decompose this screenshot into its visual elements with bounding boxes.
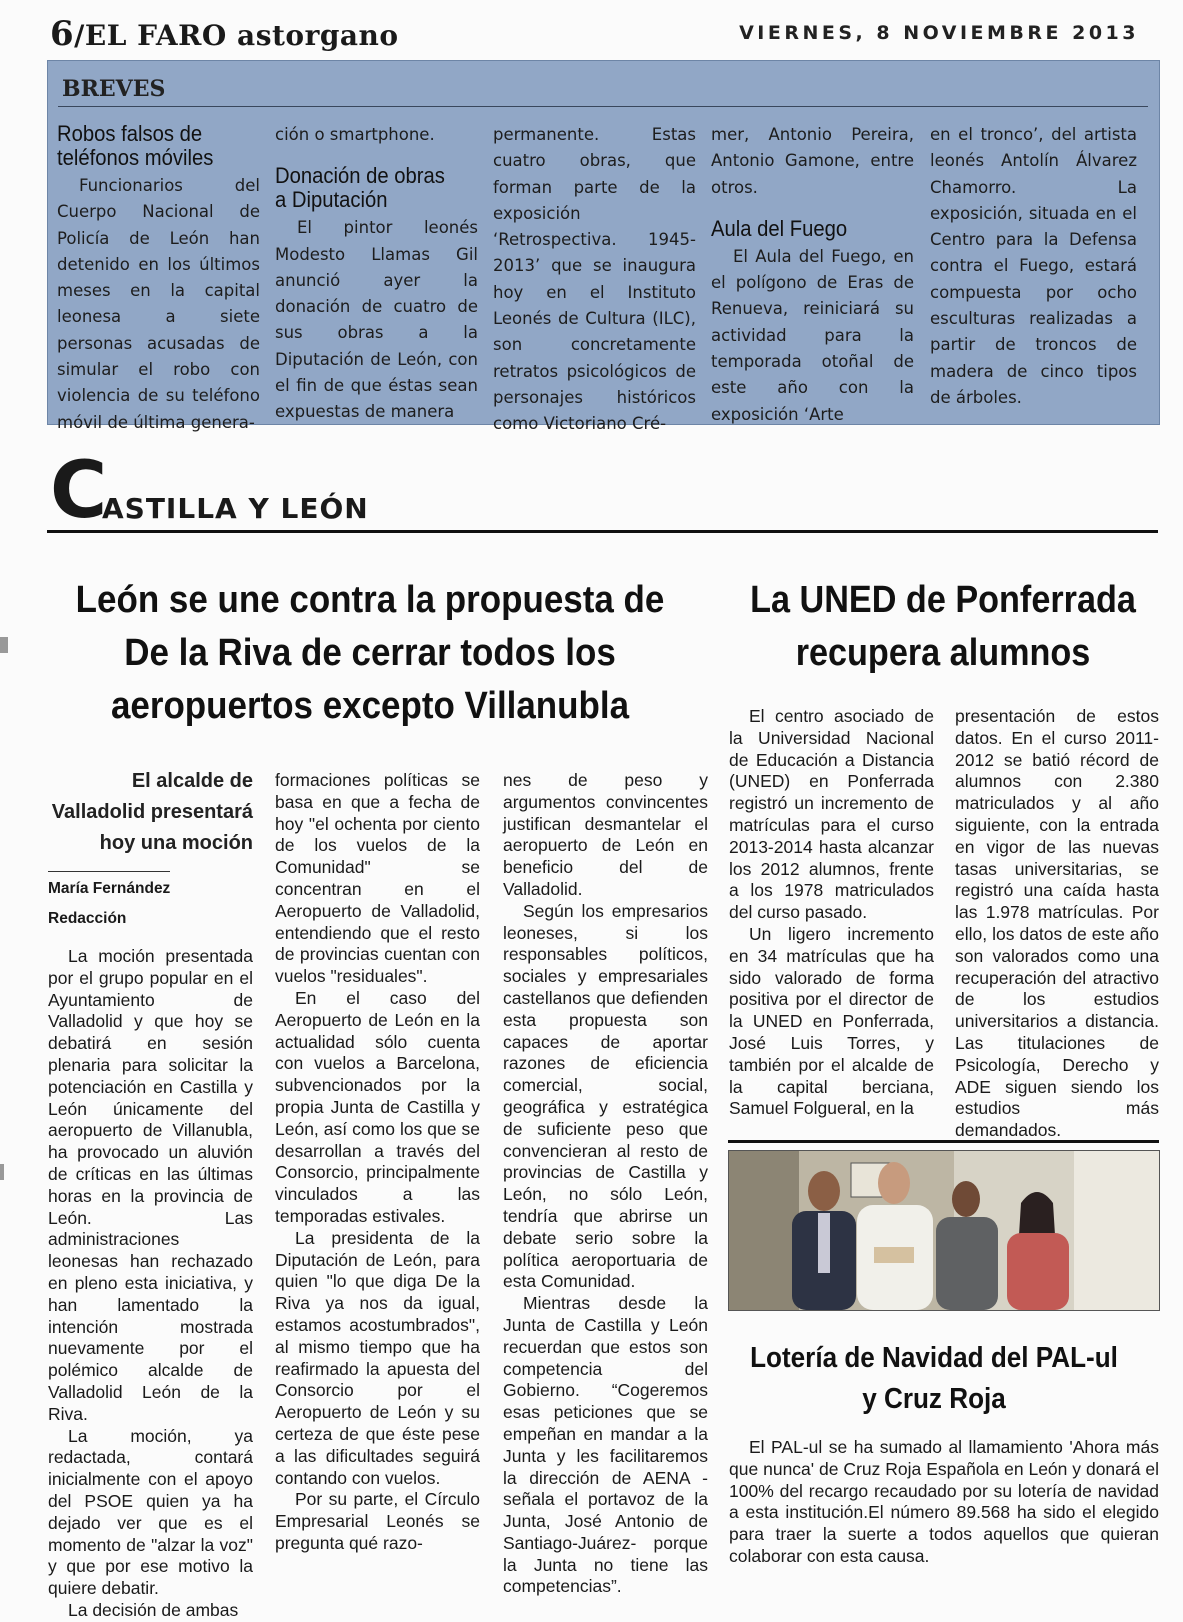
photo-divider	[728, 1140, 1159, 1143]
breve-paragraph: El pintor leonés Modesto Llamas Gil anunció ayer la donación de cuatro de sus obras a la Diputación de León, con el fin de que éstas sean expuestas de manera	[275, 218, 478, 422]
heading-line: Donación de obras	[275, 163, 445, 189]
section-divider	[47, 530, 1158, 533]
breve-paragraph: Funcionarios del Cuerpo Nacional de Policía de León han detenido en los últimos meses en la capital leonesa a siete personas acusadas de simular el robo con violencia de su teléfono móvil de última genera-	[57, 176, 260, 432]
main-headline: León se une contra la propuesta de De la Riva de cerrar todos los aeropuertos excepto Villanubla	[75, 579, 665, 727]
article-paragraph: El PAL-ul se ha sumado al llamamiento 'Ahora más que nunca' de Cruz Roja Española en León y donará el 100% del recargo recaudado por su lotería de navidad a esta institución.El número 89.568 ha sido el elegido para traer la suerte a todos aquellos que quieran colaborar con esta causa.	[729, 1437, 1159, 1566]
article-paragraph: Por su parte, el Círculo Empresarial Leonés se pregunta qué razo-	[275, 1489, 480, 1553]
issue-date: VIERNES, 8 NOVIEMBRE 2013	[739, 22, 1139, 44]
breve-paragraph: El Aula del Fuego, en el polígono de Eras de Renueva, reiniciará su actividad para la temporada otoñal de este año con la exposición ‘Arte	[711, 246, 914, 424]
breves-divider	[58, 106, 1148, 107]
breves-column-4	[711, 122, 914, 428]
breve-continuation: ción o smartphone.	[275, 125, 435, 144]
heading-line: teléfonos móviles	[57, 145, 214, 170]
main-deck: El alcalde de Valladolid presentará hoy una moción	[51, 770, 253, 854]
breves-column-3	[493, 122, 696, 438]
byline	[48, 871, 170, 934]
loteria-headline: Lotería de Navidad del PAL-ul y Cruz Roja	[750, 1342, 1118, 1415]
main-article-column-1	[48, 946, 253, 1622]
uned-article-column-2	[955, 706, 1159, 1142]
paper-name: /EL FARO astorgano	[74, 19, 399, 52]
article-paragraph: La presidenta de la Diputación de León, para quien "lo que diga De la Riva ya nos da igual, estamos acostumbrados", al mismo tiempo que ha reafirmado la apuesta del Consorcio por el Aeropuerto de León y su certeza de que éste pese a las dificultades seguirá contando con vuelos.	[275, 1227, 480, 1488]
breve-heading-donacion	[275, 164, 462, 212]
article-paragraph: nes de peso y argumentos convincentes justifican desmantelar el aeropuerto de León en beneficio del de Valladolid.	[503, 770, 708, 899]
breve-continuation: mer, Antonio Pereira, Antonio Gamone, entre otros.	[711, 125, 914, 197]
uned-headline: La UNED de Ponferrada recupera alumnos	[750, 579, 1136, 674]
breve-continuation: permanente. Estas cuatro obras, que forman parte de la exposición ‘Retrospectiva. 1945-2013’ que se inaugura hoy en el Instituto Leonés de Cultura (ILC), son concretamente retratos psicológicos de personajes históricos como Victoriano Cré-	[493, 125, 696, 434]
article-paragraph: El centro asociado de la Universidad Nacional de Educación a Distancia (UNED) en Ponferrada registró un incremento de matrículas para el curso 2013-2014 hasta alcanzar los 2012 alumnos, frente a los 1978 matriculados del curso pasado.	[729, 706, 934, 923]
breves-label: BREVES	[62, 76, 166, 102]
section-initial: C	[50, 446, 108, 536]
margin-mark	[0, 637, 8, 653]
article-paragraph: presentación de estos datos. En el curso 2011-2012 se batió récord de alumnos con 2.380 matriculados y al año siguiente, con la entrada en vigor de las nuevas tasas universitarias, se registró una caída hasta las 1.978 matrículas. Por ello, los datos de este año son valorados como una recuperación del atractivo de los estudios universitarios a distancia. Las titulaciones de Psicología, Derecho y ADE siguen siendo los estudios más demandados.	[955, 706, 1159, 1141]
breves-column-5	[930, 122, 1137, 411]
author-desk: Redacción	[48, 910, 127, 927]
article-paragraph: Según los empresarios leoneses, si los responsables políticos, sociales y empresariales castellanos que defienden esta propuesta son capaces de aportar razones de eficiencia comercial, social, geográfica y estratégica de suficiente peso que convencieran al resto de provincias de Castilla y León, no sólo León, tendría que abrirse un debate serio sobre la política aeroportuaria de esta Comunidad.	[503, 900, 708, 1292]
article-paragraph: formaciones políticas se basa en que a fecha de hoy "el ochenta por ciento de los vuelos de la Comunidad" se concentran en el Aeropuerto de Valladolid, entendiendo que el resto de provincias cuentan con vuelos "residuales".	[275, 770, 480, 987]
article-paragraph: Un ligero incremento en 34 matrículas que ha sido valorado de forma positiva por el director de la UNED en Ponferrada, José Luis Torres, y también por el alcalde de la capital berciana, Samuel Folgueral, en la	[729, 923, 934, 1119]
section-title: ASTILLA Y LEÓN	[102, 492, 369, 525]
uned-article-column-1	[729, 706, 934, 1120]
article-paragraph: En el caso del Aeropuerto de León en la actualidad sólo cuenta con vuelos a Barcelona, subvencionados por la propia Junta de Castilla y León, así como los que se desarrollan a través del Consorcio, principalmente vinculados a las temporadas estivales.	[275, 987, 480, 1226]
main-article-column-2	[275, 770, 480, 1555]
article-paragraph: La moción, ya redactada, contará inicialmente con el apoyo del PSOE quien ya ha dejado ver que es el momento de "alzar la voz" y que por ese motivo la quiere debatir.	[48, 1425, 253, 1599]
breves-column-2	[275, 122, 478, 426]
main-article-column-3	[503, 770, 708, 1598]
article-paragraph: La decisión de ambas	[68, 1599, 239, 1620]
breve-heading-robos	[57, 122, 244, 170]
news-photo	[728, 1150, 1160, 1311]
breve-heading-aula-fuego	[711, 217, 898, 241]
breve-continuation: en el tronco’, del artista leonés Antolín Álvarez Chamorro. La exposición, situada en el Centro para la Defensa contra el Fuego, estará compuesta por ocho esculturas realizadas a partir de troncos de madera de cinco tipos de árboles.	[930, 125, 1137, 407]
author-name: María Fernández	[48, 871, 170, 904]
heading-line: Aula del Fuego	[711, 215, 848, 241]
heading-line: a Diputación	[275, 187, 388, 213]
margin-mark	[0, 1164, 4, 1180]
masthead-paper-name	[50, 14, 399, 54]
group-photo-illustration	[729, 1151, 1159, 1310]
heading-line: Robos falsos de	[57, 121, 203, 146]
page-number: 6	[50, 14, 75, 54]
loteria-body	[729, 1437, 1159, 1568]
article-paragraph: La moción presentada por el grupo popular en el Ayuntamiento de Valladolid y que hoy se debatirá en sesión plenaria para solicitar la potenciación en Castilla y León únicamente del aeropuerto de Villanubla, ha provocado un aluvión de críticas en las últimas horas en la provincia de León. Las administraciones leonesas han rechazado en pleno esta iniciativa, y han lamentado la intención mostrada nuevamente por el polémico alcalde de Valladolid León de la Riva.	[48, 946, 253, 1424]
article-paragraph: Mientras desde la Junta de Castilla y León recuerdan que estos son competencia del Gobierno. “Cogeremos esas peticiones que se empeñan en mandar a la Junta y les facilitaremos la dirección de AENA -señala el portavoz de la Junta, José Antonio de Santiago-Juárez- porque la Junta no tiene las competencias”.	[503, 1293, 708, 1597]
breves-column-1	[57, 122, 260, 436]
